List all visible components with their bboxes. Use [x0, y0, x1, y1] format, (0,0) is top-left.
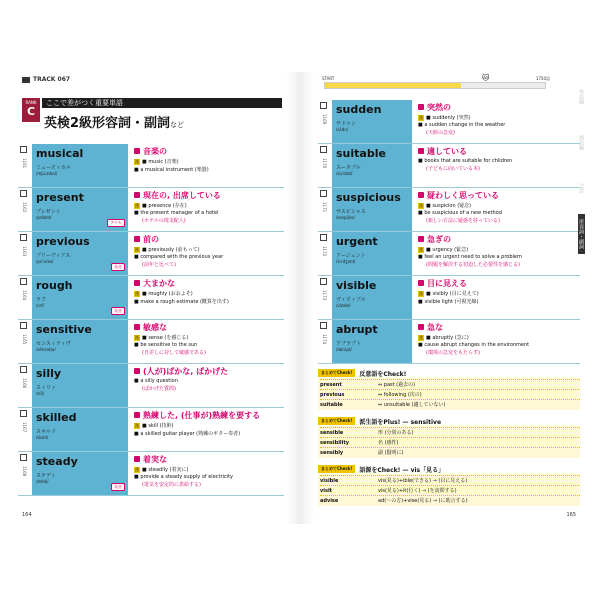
pronunciation-kana: アージェント: [336, 253, 366, 259]
meaning: 音楽の: [134, 146, 284, 157]
entry-number: 1163: [22, 246, 27, 257]
headword: abrupt: [336, 323, 378, 336]
check-word: sensibly: [320, 449, 344, 456]
check-body: [318, 426, 580, 458]
page-number: 164: [22, 512, 32, 518]
entry-number: 1172: [322, 246, 327, 257]
word-entry: [318, 276, 580, 320]
pronunciation-ipa: /səspíʃəs/: [336, 215, 355, 220]
check-detail: ⇔ past (過去の): [378, 382, 416, 388]
pronunciation-kana: ラフ: [36, 297, 47, 303]
entry-side: [18, 190, 30, 213]
checkbox-icon[interactable]: [320, 190, 327, 197]
check-detail: ⇔ unsuitable (適していない): [378, 402, 446, 408]
example-line: ■ provide a steady supply of electricity: [134, 474, 233, 480]
headword: silly: [36, 367, 62, 380]
example-line: ■ be sensitive to the sun: [134, 342, 198, 348]
entry-side: [318, 322, 330, 345]
example-line: ■ a musical instrument (楽器): [134, 167, 209, 173]
check-detail: ⇔ following (次の): [378, 392, 422, 398]
pronunciation-kana: センスィティヴ: [36, 341, 71, 347]
pronunciation-badge: アクセ: [107, 219, 125, 227]
example-translation: (ばかげた質問): [142, 386, 176, 392]
pronunciation-kana: サドゥン: [336, 121, 356, 127]
definition-cell: [418, 190, 580, 224]
example-line: ■ feel an urgent need to solve a problem: [418, 254, 522, 260]
right-page: [318, 72, 580, 524]
headword: suspicious: [336, 191, 401, 204]
book-gutter: [286, 72, 314, 524]
entry-number: 1164: [22, 290, 27, 301]
derivative-tag: 派: [135, 203, 139, 208]
derivative-line: 派 ■ abruptly (急に): [419, 335, 469, 341]
entry-number: 1169: [322, 114, 327, 125]
chapter-tabs: [578, 76, 600, 260]
entry-side: [318, 234, 330, 257]
word-cell: [332, 188, 412, 231]
check-detail: 形 (分別のある): [378, 430, 414, 436]
pronunciation-kana: スータブル: [336, 165, 361, 171]
check-word: present: [320, 381, 342, 388]
check-box: [318, 464, 580, 506]
check-word: advise: [320, 497, 339, 504]
checkbox-icon[interactable]: [20, 454, 27, 461]
example-line: ■ be suspicious of a new method: [418, 210, 502, 216]
checkbox-icon[interactable]: [320, 234, 327, 241]
pronunciation-kana: ミューズィカル: [36, 165, 71, 171]
headword: previous: [36, 235, 90, 248]
page-number: 165: [566, 512, 576, 518]
check-detail: 副 (賢明に): [378, 450, 404, 456]
checkbox-icon[interactable]: [320, 278, 327, 285]
word-cell: [32, 144, 128, 187]
definition-cell: [134, 146, 284, 173]
pronunciation-ipa: /préznt/: [36, 215, 52, 220]
definition-cell: [134, 322, 284, 356]
derivative-tag: 派: [135, 247, 139, 252]
headword: suitable: [336, 147, 386, 160]
word-entry: [318, 188, 580, 232]
pronunciation-kana: サスピシャス: [336, 209, 366, 215]
check-badge: まとめてCheck!: [318, 465, 355, 473]
definition-cell: [134, 278, 284, 305]
word-entry: [18, 320, 284, 364]
word-cell: [332, 232, 412, 275]
meaning: 突然の: [418, 102, 580, 113]
meaning: 着実な: [134, 454, 284, 465]
track-label[interactable]: TRACK 067: [22, 76, 70, 83]
pronunciation-ipa: /skɪld/: [36, 435, 49, 440]
word-entry: [18, 452, 284, 496]
meaning: 疑わしく思っている: [418, 190, 580, 201]
entry-side: [318, 190, 330, 213]
check-detail: ad(〜の方)+vise(見る) → (に助言する): [378, 498, 468, 504]
example-line: ■ visible light (可視光線): [418, 299, 479, 305]
mascot-icon: 🐱: [482, 74, 490, 82]
definition-cell: [418, 322, 580, 356]
pronunciation-badge: 発音: [111, 483, 125, 491]
word-cell: [332, 144, 412, 187]
entry-number: 1171: [322, 202, 327, 213]
example-translation: (ホテルの現支配人): [142, 218, 186, 224]
check-row: [320, 485, 580, 495]
example-translation: (天候の急変): [426, 130, 455, 136]
example-line: ■ cause abrupt changes in the environment: [418, 342, 530, 348]
rank-badge: RANK C: [22, 98, 40, 122]
pronunciation-kana: プレゼント: [36, 209, 61, 215]
checkbox-icon[interactable]: [20, 190, 27, 197]
entry-side: [318, 102, 330, 125]
check-word: visible: [320, 477, 339, 484]
entry-side: [18, 278, 30, 301]
word-entry: [318, 232, 580, 276]
pronunciation-ipa: /mjúːzɪkəl/: [36, 171, 58, 176]
progress-bar: [324, 82, 546, 89]
entry-side: [318, 278, 330, 301]
headword: present: [36, 191, 84, 204]
check-row: [320, 427, 580, 437]
derivative-tag: 派: [135, 159, 139, 164]
definition-cell: [134, 234, 284, 268]
derivative-line: 派 ■ sense (を感じる): [135, 335, 189, 341]
entry-number: 1174: [322, 334, 327, 345]
word-cell: [32, 452, 128, 495]
check-body: [318, 474, 580, 506]
check-word: visit: [320, 487, 333, 494]
chapter-tab[interactable]: 熟語編: [578, 134, 584, 150]
example-translation: (新しい方法に疑惑を持っている): [426, 218, 500, 224]
entry-number: 1168: [22, 466, 27, 477]
example-translation: (問題を解決する切迫した必要性を感じる): [426, 262, 520, 268]
check-row: [320, 437, 580, 447]
meaning: 敏感な: [134, 322, 284, 333]
derivative-tag: 派: [419, 115, 423, 120]
example-line: ■ a silly question: [134, 378, 178, 384]
meaning: 前の: [134, 234, 284, 245]
chapter-tab[interactable]: 形容詞・副詞: [578, 214, 585, 254]
entry-number: 1170: [322, 158, 327, 169]
derivative-line: 派 ■ previously (前もって): [135, 247, 200, 253]
derivative-tag: 派: [419, 247, 423, 252]
checkbox-icon[interactable]: [20, 410, 27, 417]
check-row: [320, 475, 580, 485]
derivative-line: 派 ■ skill (技術): [135, 423, 174, 429]
section-title: 英検2級形容詞・副詞など: [44, 116, 185, 131]
definition-cell: [418, 146, 580, 172]
entry-side: [18, 454, 30, 477]
derivative-tag: 派: [135, 423, 139, 428]
word-entry: [318, 320, 580, 364]
meaning: 急な: [418, 322, 580, 333]
pronunciation-ipa: /sʌ́dn/: [336, 127, 349, 132]
entry-side: [18, 234, 30, 257]
entry-number: 1167: [22, 422, 27, 433]
example-line: ■ books that are suitable for children: [418, 158, 513, 164]
derivative-tag: 派: [135, 335, 139, 340]
derivative-line: 派 ■ steadily (着実に): [135, 467, 189, 473]
headword: skilled: [36, 411, 77, 424]
word-entry: [18, 276, 284, 320]
chapter-tab[interactable]: 会話: [578, 183, 584, 193]
definition-cell: [418, 102, 580, 136]
check-title: 派生語をPlus! — sensitive: [359, 418, 442, 426]
example-line: ■ the present manager of a hotel: [134, 210, 219, 216]
checkbox-icon[interactable]: [20, 322, 27, 329]
word-entry: [18, 232, 284, 276]
definition-cell: [134, 366, 284, 392]
derivative-line: 派 ■ music (音楽): [135, 159, 179, 165]
checkbox-icon[interactable]: [20, 366, 27, 373]
pronunciation-ipa: /sénsətɪv/: [36, 347, 56, 352]
headword: visible: [336, 279, 377, 292]
word-cell: [332, 276, 412, 319]
derivative-tag: 派: [419, 335, 423, 340]
left-word-list: [18, 144, 284, 496]
entry-side: [18, 366, 30, 389]
definition-cell: [134, 410, 284, 437]
pronunciation-kana: スィリィ: [36, 385, 56, 391]
left-page: [18, 72, 284, 524]
pronunciation-ipa: /əbrʌ́pt/: [336, 347, 352, 352]
check-body: [318, 378, 580, 410]
definition-cell: [418, 278, 580, 305]
meaning: 現在の, 出席している: [134, 190, 284, 201]
pronunciation-badge: 発音: [111, 263, 125, 271]
pronunciation-ipa: /ə́ːrdʒənt/: [336, 259, 356, 264]
checkbox-icon[interactable]: [20, 278, 27, 285]
derivative-line: 派 ■ visibly (目に見えて): [419, 291, 479, 297]
check-word: previous: [320, 391, 345, 398]
check-row: [320, 399, 580, 409]
word-entry: [18, 144, 284, 188]
pronunciation-ipa: /súːtəbl/: [336, 171, 353, 176]
entry-number: 1162: [22, 202, 27, 213]
word-entry: [18, 408, 284, 452]
derivative-tag: 派: [419, 291, 423, 296]
check-detail: vis(見る)+ible(できる) → (目に見える): [378, 478, 468, 484]
word-entry: [18, 364, 284, 408]
checkbox-icon[interactable]: [20, 234, 27, 241]
pronunciation-ipa: /síli/: [36, 391, 45, 396]
entry-side: [18, 410, 30, 433]
check-title: 語源をCheck! — vis「見る」: [359, 466, 445, 474]
meaning: (人が)ばかな, ばかげた: [134, 366, 284, 377]
pronunciation-badge: 発音: [111, 307, 125, 315]
word-cell: [32, 276, 128, 319]
derivative-line: 派 ■ suspicion (疑念): [419, 203, 472, 209]
derivative-line: 派 ■ suddenly (突然): [419, 115, 471, 121]
example-translation: (前年と比べて): [142, 262, 176, 268]
check-row: [320, 379, 580, 389]
check-title: 反意語をCheck!: [359, 370, 407, 378]
headword: sensitive: [36, 323, 92, 336]
derivative-line: 派 ■ urgency (緊急): [419, 247, 469, 253]
headword: sudden: [336, 103, 382, 116]
checkbox-icon[interactable]: [320, 102, 327, 109]
check-detail: 名 (感性): [378, 440, 399, 446]
word-cell: [32, 320, 128, 363]
derivative-line: 派 ■ presence (存在): [135, 203, 187, 209]
word-cell: [332, 100, 412, 143]
word-cell: [32, 188, 128, 231]
check-word: sensibility: [320, 439, 349, 446]
example-line: ■ a skilled guitar player (熟練のギター奏者): [134, 431, 241, 437]
check-box: [318, 416, 580, 458]
check-box: [318, 368, 580, 410]
check-row: [320, 447, 580, 457]
progress-goal-label: 1750語: [535, 76, 550, 81]
check-badge: まとめてCheck!: [318, 369, 355, 377]
derivative-line: 派 ■ roughly (おおよそ): [135, 291, 193, 297]
example-line: ■ compared with the previous year: [134, 254, 224, 260]
pronunciation-kana: ステディ: [36, 473, 56, 479]
derivative-tag: 派: [135, 467, 139, 472]
word-entry: [318, 100, 580, 144]
word-cell: [32, 364, 128, 407]
entry-number: 1165: [22, 334, 27, 345]
headword: urgent: [336, 235, 378, 248]
progress-fill: [325, 83, 461, 88]
section-banner: ここで差がつく重要単語: [42, 98, 282, 108]
definition-cell: [134, 190, 284, 224]
example-line: ■ make a rough estimate (概算を出す): [134, 299, 229, 305]
right-word-list: [318, 100, 580, 364]
definition-cell: [134, 454, 284, 488]
check-header: [318, 464, 580, 474]
example-translation: (日差しに対して敏感である): [142, 350, 206, 356]
pronunciation-ipa: /vízəbl/: [336, 303, 351, 308]
pronunciation-ipa: /stédi/: [36, 479, 49, 484]
pronunciation-ipa: /rʌf/: [36, 303, 45, 308]
check-row: [320, 389, 580, 399]
check-word: sensible: [320, 429, 344, 436]
example-translation: (電気を安定的に供給する): [142, 482, 201, 488]
audio-icon: [22, 77, 30, 83]
definition-cell: [418, 234, 580, 268]
entry-number: 1161: [22, 158, 27, 169]
pronunciation-ipa: /príːviəs/: [36, 259, 54, 264]
word-cell: [32, 232, 128, 275]
check-header: [318, 416, 580, 426]
word-entry: [318, 144, 580, 188]
entry-side: [18, 146, 30, 169]
check-boxes: [318, 368, 580, 512]
derivative-tag: 派: [135, 291, 139, 296]
check-row: [320, 495, 580, 505]
example-line: ■ a sudden change in the weather: [418, 122, 506, 128]
entry-number: 1166: [22, 378, 27, 389]
word-cell: [32, 408, 128, 451]
meaning: 熟練した, (仕事が)熟練を要する: [134, 410, 284, 421]
entry-side: [18, 322, 30, 345]
example-translation: (環境の急変をもたらす): [426, 350, 480, 356]
word-entry: [18, 188, 284, 232]
checkbox-icon[interactable]: [20, 146, 27, 153]
meaning: 目に見える: [418, 278, 580, 289]
entry-side: [318, 146, 330, 169]
entry-number: 1173: [322, 290, 327, 301]
checkbox-icon[interactable]: [320, 146, 327, 153]
pronunciation-kana: プリーヴィアス: [36, 253, 71, 259]
check-word: suitable: [320, 401, 343, 408]
derivative-tag: 派: [419, 203, 423, 208]
meaning: 急ぎの: [418, 234, 580, 245]
check-detail: vis(見る)+it(行く) → (を訪問する): [378, 488, 457, 494]
meaning: 大まかな: [134, 278, 284, 289]
example-translation: (子どもに向いている本): [426, 166, 480, 172]
check-badge: まとめてCheck!: [318, 417, 355, 425]
headword: rough: [36, 279, 73, 292]
headword: musical: [36, 147, 84, 160]
check-header: [318, 368, 580, 378]
word-cell: [332, 320, 412, 363]
headword: steady: [36, 455, 78, 468]
progress-start-label: START: [322, 76, 335, 81]
meaning: 適している: [418, 146, 580, 157]
pronunciation-kana: スキルド: [36, 429, 56, 435]
pronunciation-kana: ヴィズィブル: [336, 297, 366, 303]
checkbox-icon[interactable]: [320, 322, 327, 329]
chapter-tab[interactable]: 単語編: [578, 88, 584, 104]
pronunciation-kana: アブラプト: [336, 341, 362, 347]
